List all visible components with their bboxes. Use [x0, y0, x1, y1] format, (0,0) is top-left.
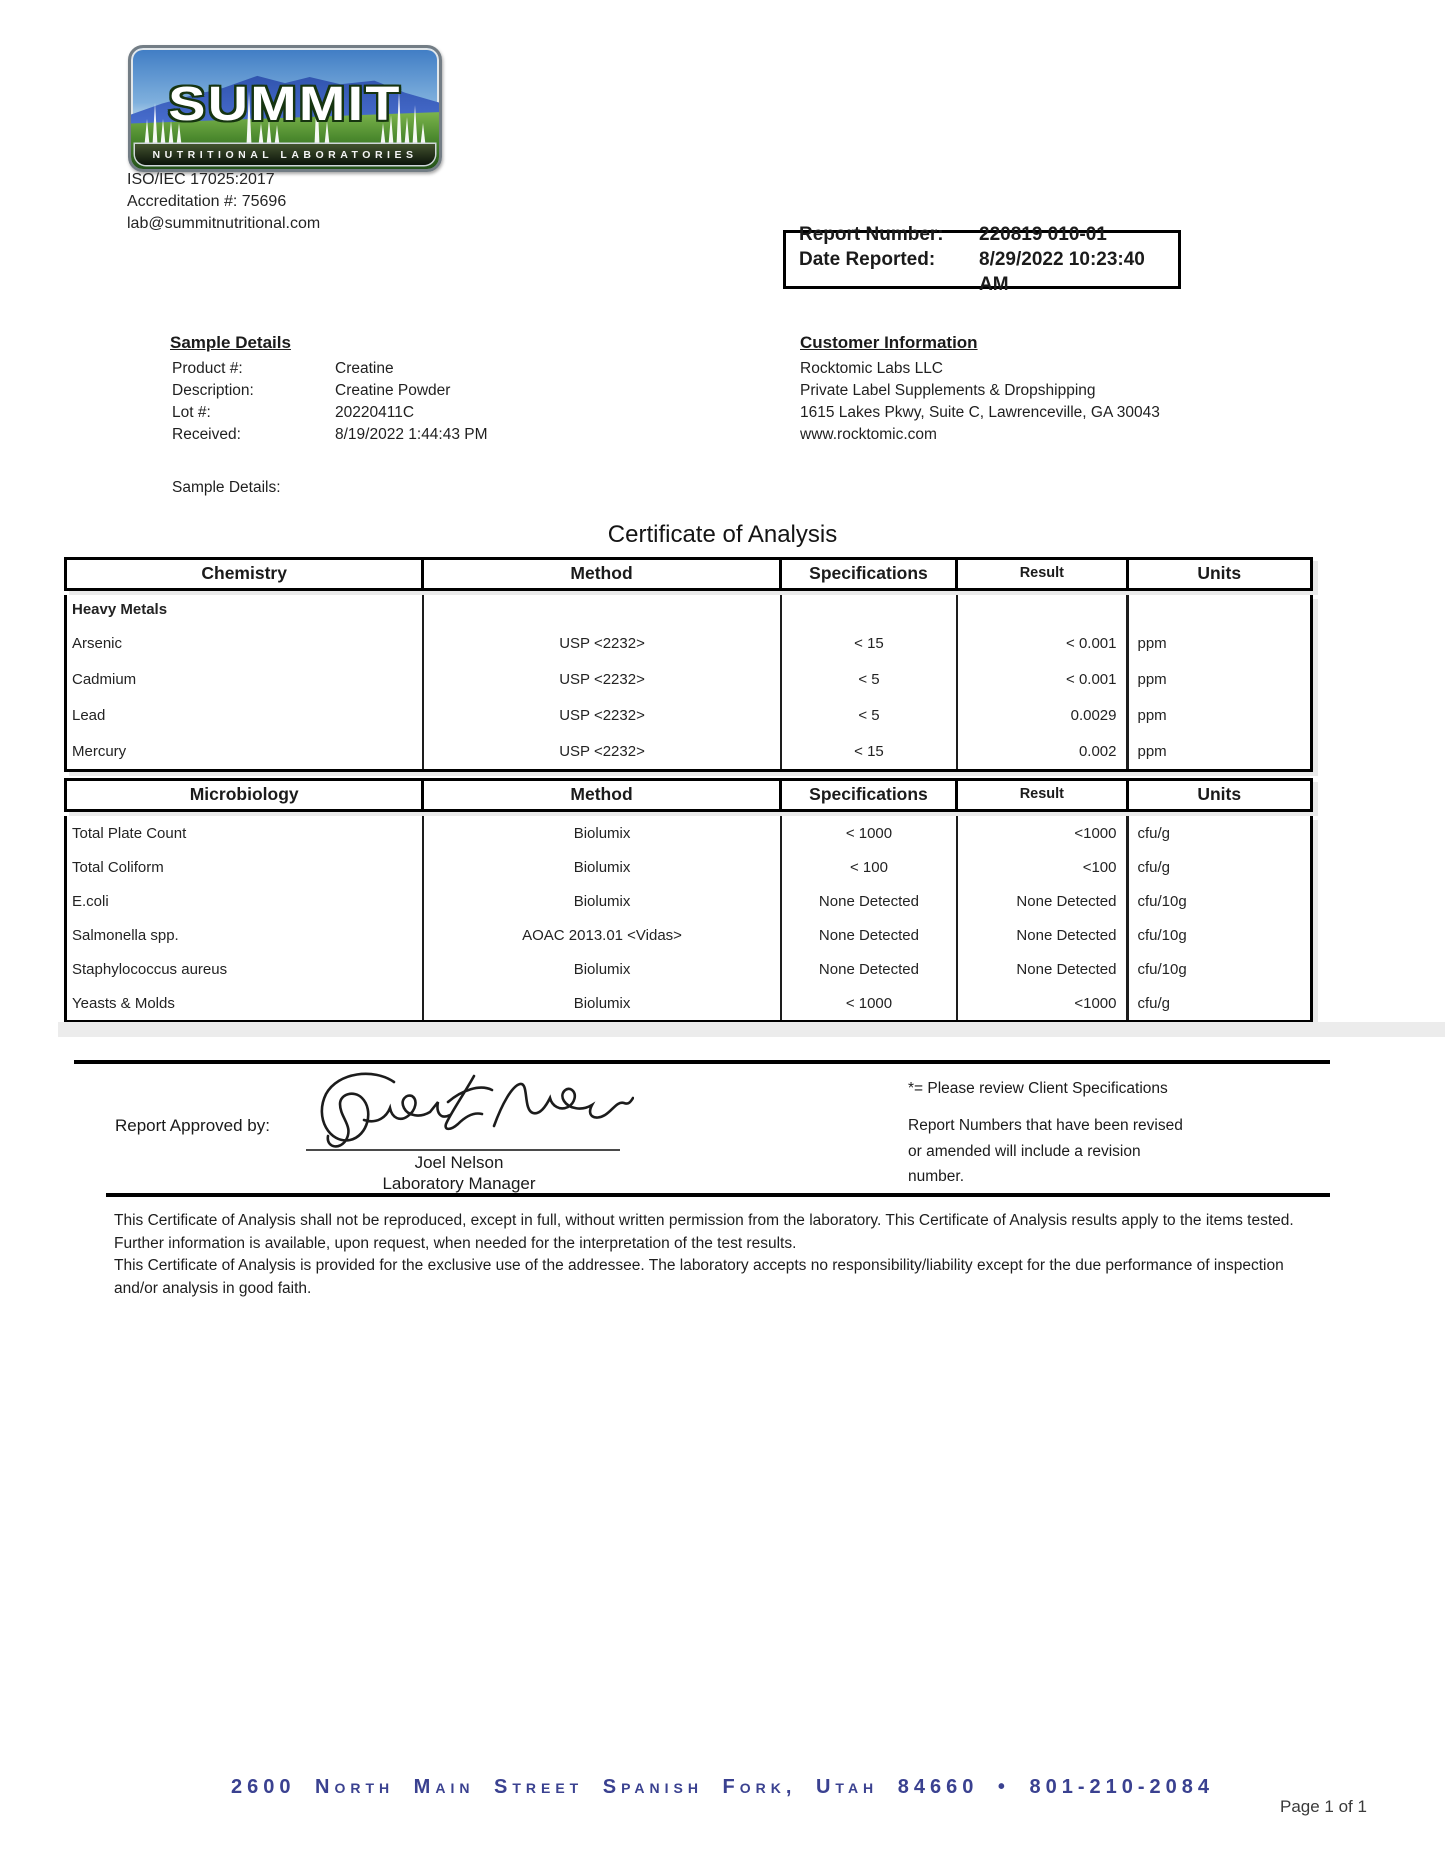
chemistry-table	[64, 557, 1313, 772]
signature-joel-nelson	[298, 1068, 634, 1152]
report-info-box	[783, 224, 1181, 295]
table-row	[67, 952, 1310, 986]
signer-name: Joel Nelson	[414, 1153, 504, 1172]
microbiology-table-body	[64, 816, 1313, 1023]
summit-logo	[128, 45, 442, 172]
method-cell: USP <2232>	[424, 733, 781, 769]
result-cell: 0.002	[958, 733, 1128, 769]
sample-details-fields	[172, 358, 488, 446]
result-cell: 0.0029	[958, 697, 1128, 733]
disclaimer-paragraph: This Certificate of Analysis is provided for the exclusive use of the addressee. The laboratory accepts no responsibility/liability except for the due performance of inspection and/or analysis in good faith.	[114, 1257, 1284, 1297]
units-cell: cfu/g	[1137, 858, 1171, 876]
analyte-cell: E.coli	[67, 884, 424, 918]
horizontal-rule-bottom	[106, 1193, 1330, 1197]
page-title: Certificate of Analysis	[607, 521, 838, 548]
report-approved-by-label: Report Approved by:	[115, 1116, 270, 1135]
specification-cell: < 1000	[782, 816, 959, 850]
customer-address: 1615 Lakes Pkwy, Suite C, Lawrenceville, GA 30043	[800, 404, 1160, 421]
analyte-cell: Salmonella spp.	[67, 918, 424, 952]
field-label: Description:	[172, 382, 254, 399]
result-cell: None Detected	[958, 918, 1128, 952]
column-header-result: Result	[958, 781, 1128, 809]
date-reported-label: Date Reported:	[799, 249, 936, 270]
horizontal-rule-top	[74, 1060, 1330, 1064]
units-cell: cfu/10g	[1137, 960, 1187, 978]
table-row	[67, 986, 1310, 1020]
field-label: Lot #:	[172, 404, 211, 421]
units-cell: cfu/g	[1137, 824, 1171, 842]
result-cell: <1000	[958, 816, 1128, 850]
specification-cell: < 5	[782, 661, 959, 697]
analyte-cell: Cadmium	[67, 661, 424, 697]
table-row	[67, 884, 1310, 918]
specification-cell: < 1000	[782, 986, 959, 1020]
disclaimer-paragraph: This Certificate of Analysis shall not be reproduced, except in full, without written permission from the laboratory. This Certificate of Analysis results apply to the items tested. Further information is available, upon request, when needed for the interpretation of the test results.	[114, 1212, 1294, 1252]
field-value: Creatine Powder	[335, 382, 451, 399]
units-cell: ppm	[1137, 706, 1167, 724]
field-row	[172, 402, 488, 424]
signer-title: Laboratory Manager	[382, 1174, 536, 1193]
method-cell: AOAC 2013.01 <Vidas>	[424, 918, 781, 952]
field-row	[172, 424, 488, 446]
sample-details-extra-label: Sample Details:	[172, 479, 281, 496]
client-specifications-note: *= Please review Client Specifications	[908, 1080, 1168, 1097]
table-row	[67, 850, 1310, 884]
lab-address-footer: 2600 North Main Street Spanish Fork, Utah 84660 • 801-210-2084	[230, 1776, 1215, 1798]
iso-standard: ISO/IEC 17025:2017	[127, 171, 275, 188]
field-label: Received:	[172, 426, 241, 443]
table-row	[67, 625, 1310, 661]
report-number-value: 220819 010-01	[979, 224, 1107, 245]
field-value: Creatine	[335, 360, 394, 377]
column-header-specifications: Specifications	[782, 560, 959, 588]
analyte-cell: Mercury	[67, 733, 424, 769]
units-cell: ppm	[1137, 742, 1167, 760]
chemistry-table-body	[64, 595, 1313, 772]
method-cell: USP <2232>	[424, 625, 781, 661]
field-value: 20220411C	[335, 404, 415, 421]
report-number-label: Report Number:	[799, 224, 944, 245]
logo-subtitle: NUTRITIONAL LABORATORIES	[152, 148, 418, 161]
result-cell: <100	[958, 850, 1128, 884]
scan-shadow-band	[58, 1022, 1445, 1037]
method-cell	[424, 595, 781, 625]
date-reported-value: 8/29/2022 10:23:40 AM	[979, 249, 1145, 295]
specification-cell: None Detected	[782, 884, 959, 918]
microbiology-table	[64, 778, 1313, 1023]
microbiology-table-header	[64, 778, 1313, 812]
section-row	[67, 595, 1310, 625]
field-row	[172, 380, 488, 402]
chemistry-table-header	[64, 557, 1313, 591]
customer-information-lines	[800, 358, 1160, 446]
sample-details-heading: Sample Details	[170, 333, 291, 352]
specification-cell: None Detected	[782, 952, 959, 986]
analyte-cell: Heavy Metals	[67, 595, 424, 625]
analyte-cell: Lead	[67, 697, 424, 733]
customer-information-heading: Customer Information	[800, 333, 978, 352]
units-cell	[1129, 595, 1310, 625]
specification-cell: < 5	[782, 697, 959, 733]
units-cell: cfu/10g	[1137, 892, 1187, 910]
specification-cell: < 15	[782, 625, 959, 661]
field-row	[172, 358, 488, 380]
field-label: Product #:	[172, 360, 243, 377]
column-header-units: Units	[1197, 784, 1242, 804]
customer-tagline: Private Label Supplements & Dropshipping	[800, 382, 1096, 399]
result-cell: < 0.001	[958, 625, 1128, 661]
customer-website: www.rocktomic.com	[800, 426, 937, 443]
method-cell: Biolumix	[424, 884, 781, 918]
units-cell: ppm	[1137, 670, 1167, 688]
method-cell: Biolumix	[424, 952, 781, 986]
specification-cell: < 15	[782, 733, 959, 769]
analyte-cell: Total Plate Count	[67, 816, 424, 850]
method-cell: Biolumix	[424, 850, 781, 884]
specification-cell: None Detected	[782, 918, 959, 952]
analyte-cell: Staphylococcus aureus	[67, 952, 424, 986]
units-cell: cfu/10g	[1137, 926, 1187, 944]
signature-line	[306, 1149, 620, 1151]
specification-cell: < 100	[782, 850, 959, 884]
table-row	[67, 661, 1310, 697]
units-cell: ppm	[1137, 634, 1167, 652]
result-cell: < 0.001	[958, 661, 1128, 697]
method-cell: USP <2232>	[424, 661, 781, 697]
logo-subtitle-band	[135, 144, 435, 165]
customer-name: Rocktomic Labs LLC	[800, 360, 944, 377]
column-header-specifications: Specifications	[782, 781, 959, 809]
result-cell: None Detected	[958, 884, 1128, 918]
lab-email: lab@summitnutritional.com	[127, 215, 321, 232]
revision-note: Report Numbers that have been revised or amended will include a revision number.	[908, 1117, 1183, 1185]
column-header-units: Units	[1197, 563, 1242, 583]
table-row	[67, 816, 1310, 850]
disclaimer	[114, 1210, 1314, 1300]
result-cell: None Detected	[958, 952, 1128, 986]
method-cell: USP <2232>	[424, 697, 781, 733]
result-cell: <1000	[958, 986, 1128, 1020]
column-header-chemistry: Chemistry	[67, 560, 424, 588]
result-cell	[958, 595, 1128, 625]
method-cell: Biolumix	[424, 816, 781, 850]
method-cell: Biolumix	[424, 986, 781, 1020]
specification-cell	[782, 595, 959, 625]
column-header-method: Method	[424, 560, 781, 588]
accreditation-number: Accreditation #: 75696	[127, 193, 287, 210]
table-row	[67, 918, 1310, 952]
units-cell: cfu/g	[1137, 994, 1171, 1012]
analyte-cell: Yeasts & Molds	[67, 986, 424, 1020]
field-value: 8/19/2022 1:44:43 PM	[335, 426, 488, 443]
accreditation-block	[127, 169, 320, 235]
table-row	[67, 697, 1310, 733]
column-header-method: Method	[424, 781, 781, 809]
analyte-cell: Total Coliform	[67, 850, 424, 884]
analyte-cell: Arsenic	[67, 625, 424, 661]
column-header-microbiology: Microbiology	[67, 781, 424, 809]
logo-title: SUMMIT	[168, 78, 402, 132]
table-row	[67, 733, 1310, 769]
page-number: Page 1 of 1	[1280, 1797, 1367, 1816]
column-header-result: Result	[958, 560, 1128, 588]
